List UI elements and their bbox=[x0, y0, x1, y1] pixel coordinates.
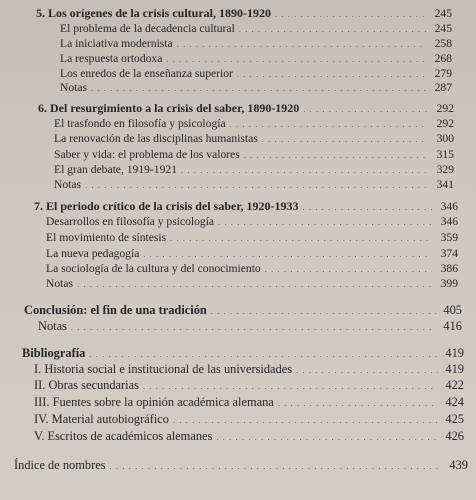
toc-chapter-title: 6. Del resurgimiento a la crisis del saber, 1890-1920 bbox=[38, 101, 300, 115]
leader-dots bbox=[278, 396, 438, 411]
toc-entry-label: II. Obras secundarias bbox=[34, 378, 139, 392]
leader-dots bbox=[262, 132, 428, 147]
toc-page-number: 300 bbox=[436, 132, 454, 145]
toc-entry-label: La iniciativa modernista bbox=[60, 37, 173, 50]
toc-entry bbox=[34, 429, 464, 444]
leader-dots bbox=[275, 7, 426, 22]
leader-dots bbox=[230, 117, 428, 132]
leader-dots bbox=[265, 262, 432, 277]
toc-entry-label: I. Historia social e institucional de las universidades bbox=[34, 362, 293, 376]
toc-entry-label: V. Escritos de académicos alemanes bbox=[34, 429, 213, 443]
toc-entry bbox=[54, 116, 454, 131]
toc-chapter-7 bbox=[34, 199, 458, 214]
toc-page-number: 279 bbox=[434, 67, 452, 80]
toc-page-number: 287 bbox=[434, 81, 452, 94]
leader-dots bbox=[211, 304, 436, 319]
leader-dots bbox=[110, 459, 442, 474]
toc-entry-label: La respuesta ortodoxa bbox=[60, 52, 163, 65]
toc-entry-label: Notas bbox=[46, 277, 74, 290]
toc-entry bbox=[34, 362, 464, 377]
toc-page-number: 419 bbox=[445, 362, 464, 376]
leader-dots bbox=[296, 363, 438, 378]
leader-dots bbox=[166, 52, 426, 67]
toc-page-number: 268 bbox=[434, 52, 452, 65]
toc-entry bbox=[34, 412, 464, 427]
toc-entry bbox=[54, 177, 454, 192]
toc-page-number: 424 bbox=[445, 395, 464, 409]
toc-page-number: 374 bbox=[440, 247, 458, 260]
toc-page-number: 292 bbox=[436, 117, 454, 130]
toc-page-number: 359 bbox=[440, 231, 458, 244]
leader-dots bbox=[85, 178, 428, 193]
toc-page-number: 258 bbox=[434, 37, 452, 50]
toc-entry bbox=[60, 21, 452, 36]
toc-page-number: 292 bbox=[436, 102, 454, 115]
toc-index bbox=[14, 458, 468, 473]
toc-chapter-6 bbox=[38, 101, 454, 116]
toc-entry-label: Notas bbox=[54, 178, 82, 191]
leader-dots bbox=[239, 22, 426, 37]
toc-entry bbox=[34, 378, 464, 393]
toc-entry bbox=[60, 66, 452, 81]
toc-entry bbox=[54, 131, 454, 146]
toc-page-number: 426 bbox=[445, 429, 464, 443]
leader-dots bbox=[71, 320, 436, 335]
toc-entry bbox=[60, 36, 452, 51]
toc-entry-label: El movimiento de síntesis bbox=[46, 231, 167, 244]
leader-dots bbox=[77, 277, 432, 292]
leader-dots bbox=[218, 215, 432, 230]
toc-page-number: 422 bbox=[445, 378, 464, 392]
toc-entry bbox=[46, 246, 458, 261]
leader-dots bbox=[91, 81, 426, 96]
toc-entry bbox=[60, 80, 452, 95]
toc-chapter-title: Índice de nombres bbox=[14, 458, 106, 472]
toc-entry-label: La renovación de las disciplinas humanistas bbox=[54, 132, 258, 145]
toc-entry-label: Notas bbox=[60, 81, 88, 94]
toc-entry bbox=[46, 230, 458, 245]
toc-chapter-5 bbox=[36, 6, 452, 21]
toc-page-number: 346 bbox=[440, 200, 458, 213]
leader-dots bbox=[143, 247, 432, 262]
leader-dots bbox=[177, 37, 426, 52]
toc-entry-label: Desarrollos en filosofía y psicología bbox=[46, 215, 215, 228]
leader-dots bbox=[143, 379, 438, 394]
leader-dots bbox=[89, 347, 438, 362]
toc-entry-label: IV. Material autobiográfico bbox=[34, 412, 169, 426]
toc-entry-label: La nueva pedagogía bbox=[46, 247, 140, 260]
toc-chapter-title: 7. El periodo crítico de la crisis del saber, 1920-1933 bbox=[34, 199, 299, 213]
toc-entry bbox=[54, 147, 454, 162]
leader-dots bbox=[170, 231, 432, 246]
leader-dots bbox=[303, 102, 428, 117]
toc-entry-label: La sociología de la cultura y del conocimiento bbox=[46, 262, 261, 275]
toc-entry bbox=[60, 51, 452, 66]
toc-bibliography bbox=[22, 346, 464, 361]
leader-dots bbox=[303, 200, 432, 215]
toc-page-number: 315 bbox=[436, 148, 454, 161]
toc-entry-label: Los enredos de la enseñanza superior bbox=[60, 67, 233, 80]
toc-page-number: 399 bbox=[440, 277, 458, 290]
leader-dots bbox=[216, 430, 438, 445]
toc-entry bbox=[46, 261, 458, 276]
toc-entry bbox=[34, 395, 464, 410]
toc-entry bbox=[54, 162, 454, 177]
toc-page-number: 419 bbox=[445, 346, 464, 360]
toc-entry-label: El gran debate, 1919-1921 bbox=[54, 163, 177, 176]
leader-dots bbox=[181, 163, 428, 178]
toc-entry-label: Notas bbox=[38, 319, 67, 333]
toc-page-number: 416 bbox=[443, 319, 462, 333]
toc-page-number: 245 bbox=[434, 22, 452, 35]
toc-chapter-title: Conclusión: el fin de una tradición bbox=[24, 303, 207, 317]
toc-page-number: 341 bbox=[436, 178, 454, 191]
leader-dots bbox=[173, 413, 438, 428]
toc-page-number: 425 bbox=[445, 412, 464, 426]
leader-dots bbox=[244, 148, 428, 163]
toc-entry-label: Saber y vida: el problema de los valores bbox=[54, 148, 240, 161]
toc-page-number: 405 bbox=[443, 303, 462, 317]
toc-page-number: 346 bbox=[440, 215, 458, 228]
toc-entry bbox=[38, 319, 462, 334]
toc-page-number: 386 bbox=[440, 262, 458, 275]
toc-page-number: 245 bbox=[434, 7, 452, 20]
toc-entry-label: El problema de la decadencia cultural bbox=[60, 22, 235, 35]
toc-entry-label: El trasfondo en filosofía y psicología bbox=[54, 117, 226, 130]
toc-entry bbox=[46, 276, 458, 291]
toc-chapter-title: Bibliografía bbox=[22, 346, 86, 360]
toc-page-number: 329 bbox=[436, 163, 454, 176]
toc-conclusion bbox=[24, 303, 462, 318]
toc-entry-label: III. Fuentes sobre la opinión académica alemana bbox=[34, 395, 274, 409]
toc-chapter-title: 5. Los orígenes de la crisis cultural, 1890-1920 bbox=[36, 6, 271, 20]
toc-page-number: 439 bbox=[449, 458, 468, 472]
toc-entry bbox=[46, 214, 458, 229]
